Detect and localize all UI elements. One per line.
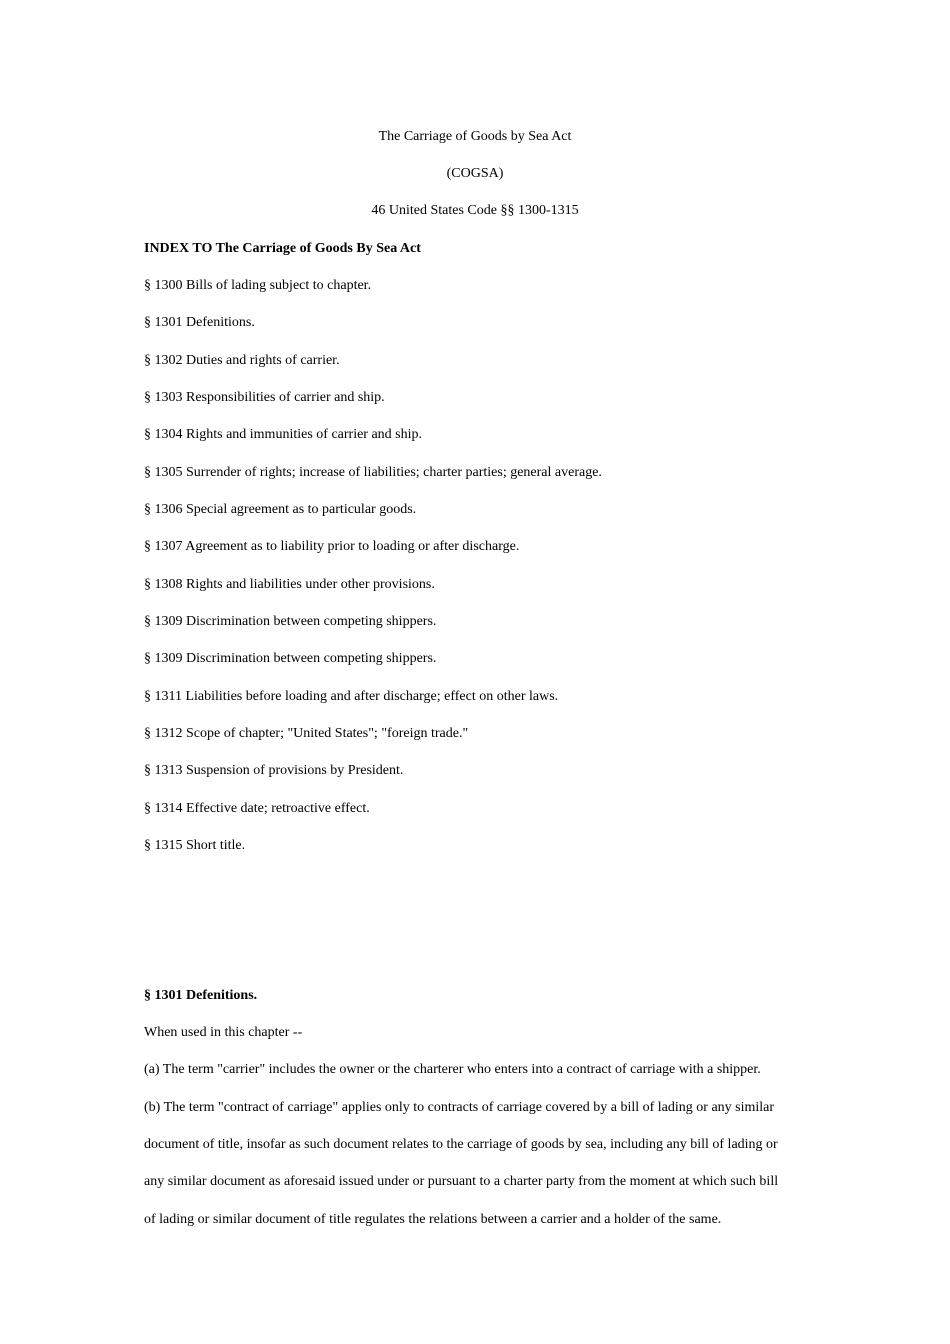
index-item: § 1301 Defenitions. xyxy=(144,315,255,330)
document-abbreviation: (COGSA) xyxy=(446,166,504,181)
index-item: § 1307 Agreement as to liability prior to loading or after discharge. xyxy=(144,539,520,554)
index-item: § 1304 Rights and immunities of carrier and ship. xyxy=(144,427,423,442)
index-item: § 1302 Duties and rights of carrier. xyxy=(144,353,340,368)
index-item: § 1312 Scope of chapter; "United States"; "foreign trade." xyxy=(144,726,469,741)
section-paragraph-b-line: of lading or similar document of title regulates the relations between a carrier and a holder of the same. xyxy=(144,1212,722,1227)
section-heading: § 1301 Defenitions. xyxy=(144,988,258,1003)
index-heading: INDEX TO The Carriage of Goods By Sea Act xyxy=(144,241,421,256)
index-item: § 1313 Suspension of provisions by President. xyxy=(144,763,404,778)
section-paragraph-b-line: document of title, insofar as such document relates to the carriage of goods by sea, including any bill of lading or xyxy=(144,1137,778,1152)
section-intro: When used in this chapter -- xyxy=(144,1025,303,1040)
index-item: § 1311 Liabilities before loading and after discharge; effect on other laws. xyxy=(144,689,559,704)
index-item: § 1314 Effective date; retroactive effect. xyxy=(144,801,370,816)
section-paragraph-b-line: (b) The term "contract of carriage" applies only to contracts of carriage covered by a bill of lading or any similar xyxy=(144,1100,775,1115)
section-paragraph-a: (a) The term "carrier" includes the owner or the charterer who enters into a contract of carriage with a shipper. xyxy=(144,1062,761,1077)
index-item: § 1308 Rights and liabilities under other provisions. xyxy=(144,577,435,592)
index-item: § 1309 Discrimination between competing shippers. xyxy=(144,651,437,666)
section-paragraph-b-line: any similar document as aforesaid issued under or pursuant to a charter party from the moment at which such bill xyxy=(144,1174,779,1189)
index-item: § 1315 Short title. xyxy=(144,838,246,853)
index-item: § 1303 Responsibilities of carrier and ship. xyxy=(144,390,385,405)
index-item: § 1305 Surrender of rights; increase of liabilities; charter parties; general average. xyxy=(144,465,602,480)
document-title: The Carriage of Goods by Sea Act xyxy=(378,129,572,144)
index-item: § 1309 Discrimination between competing shippers. xyxy=(144,614,437,629)
index-item: § 1306 Special agreement as to particular goods. xyxy=(144,502,417,517)
document-citation: 46 United States Code §§ 1300-1315 xyxy=(371,203,579,218)
index-item: § 1300 Bills of lading subject to chapter. xyxy=(144,278,372,293)
